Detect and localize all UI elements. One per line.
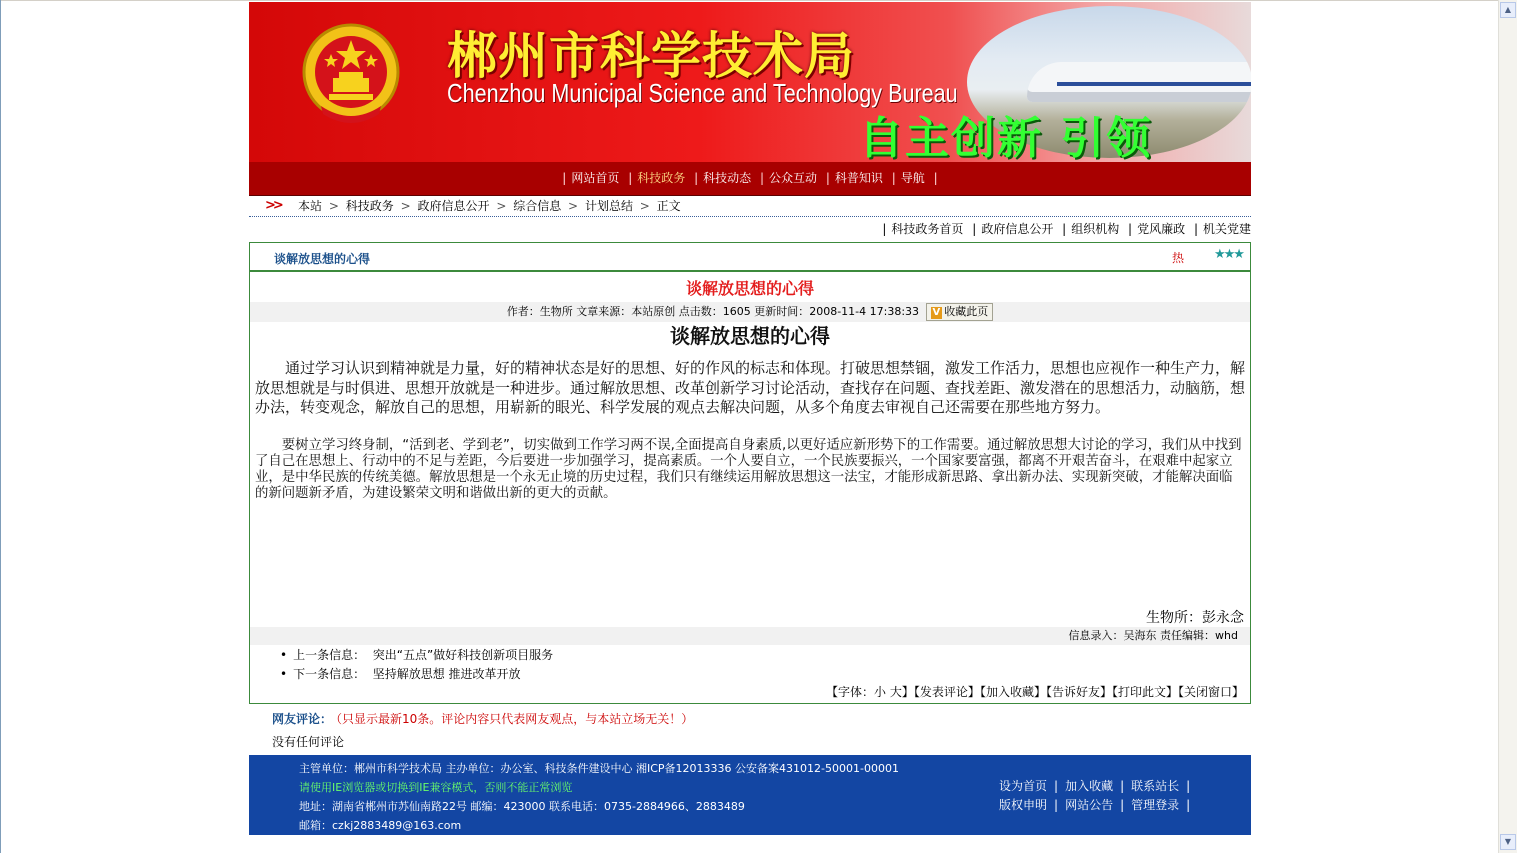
footer-links: 设为首页 | 加入收藏 | 联系站长 | 版权申明 | 网站公告 | 管理登录 | (999, 779, 1191, 812)
font-small-link[interactable]: 小 (874, 685, 887, 699)
breadcrumb-item-plan-summary[interactable]: 计划总结 (584, 199, 633, 213)
print-link[interactable]: 【打印此文】 (1111, 685, 1178, 699)
breadcrumb-item-site[interactable]: 本站 (298, 199, 323, 213)
comments-empty: 没有任何评论 (272, 735, 345, 749)
favorite-v-icon: V (932, 307, 941, 318)
header-banner (249, 2, 1251, 162)
article-meta-text: 作者：生物所 文章来源：本站原创 点击数：1605 更新时间：2008-11-4 17:38:33 (506, 305, 920, 318)
nav-item-navigation[interactable]: 导航 (900, 171, 925, 185)
article-paragraph: 要树立学习终身制，“活到老、学到老”，切实做到工作学习两不误,全面提高自身素质,以更好适应新形势下的工作需要。通过解放思想大讨论的学习，我们从中找到了自己在思想上、行动中的不足与差距，今后要进一步加强学习，提高素质。一个人要自立，一个民族要振兴，一个国家要富强，都离不开艰苦奋斗，在艰难中起家立业，是中华民族的传统美德。解放思想是一个永无止境的历史过程，我们只有继续运用解放思想这一法宝，才能形成新思路、拿出新办法、实现新突破，才能解决面临的新问题新矛盾，为建设繁荣文明和谐做出新的更大的贡献。 (255, 437, 1242, 502)
nav-item-sci-affairs[interactable]: 科技政务 (637, 171, 686, 185)
subnav-organization[interactable]: 组织机构 (1071, 222, 1120, 236)
banner-title-en: Chenzhou Municipal Science and Technology Bureau (447, 78, 958, 108)
breadcrumb: >> 本站 > 科技政务 > 政府信息公开 > 综合信息 > 计划总结 > 正文 (249, 195, 1251, 217)
nav-item-sci-news[interactable]: 科技动态 (703, 171, 752, 185)
article-tools: 【字体：小 大】【发表评论】【加入收藏】【告诉好友】【打印此文】【关闭窗口】 (826, 685, 1244, 699)
prev-next-links (280, 646, 553, 684)
footer-line-email: 邮箱：czkj2883489@163.com (299, 819, 462, 832)
post-comment-link[interactable]: 【发表评论】 (913, 685, 980, 699)
scroll-down-icon[interactable]: ▼ (1500, 834, 1516, 850)
footer-admin-login-link[interactable]: 管理登录 (1131, 798, 1180, 812)
subnav-party-building[interactable]: 机关党建 (1202, 222, 1251, 236)
entry-info-bar (250, 627, 1250, 645)
comments-header (272, 710, 693, 727)
add-favorite-link[interactable]: 【加入收藏】 (979, 685, 1046, 699)
national-emblem-icon (301, 14, 401, 134)
banner-slogan: 自主创新 引领 (859, 113, 1153, 162)
subnav-party-integrity[interactable]: 党风廉政 (1137, 222, 1186, 236)
window-top-border (0, 0, 1517, 1)
entry-info-text: 信息录入：吴海东 责任编辑：whd (1068, 629, 1238, 642)
double-chevron-right-icon: >> (265, 198, 281, 213)
next-article-row: • 下一条信息： 坚持解放思想 推进改革开放 (280, 665, 553, 684)
hot-badge: 热 (1172, 251, 1185, 265)
breadcrumb-item-sci-affairs[interactable]: 科技政务 (345, 199, 394, 213)
vertical-scrollbar[interactable] (1498, 0, 1517, 853)
sub-nav: | 科技政务首页 | 政府信息公开 | 组织机构 | 党风廉政 | 机关党建 (882, 222, 1251, 236)
close-window-link[interactable]: 【关闭窗口】 (1177, 685, 1244, 699)
footer (249, 755, 1251, 835)
nav-item-home[interactable]: 网站首页 (571, 171, 620, 185)
banner-title-cn: 郴州市科学技术局 (447, 27, 855, 85)
comments-label: 网友评论： (272, 712, 333, 726)
prev-article-link[interactable]: 突出“五点”做好科技创新项目服务 (372, 648, 554, 662)
article-body (255, 359, 1245, 503)
window-left-border (0, 0, 1, 853)
article-title-red: 谈解放思想的心得 (685, 279, 814, 298)
prev-article-row: • 上一条信息： 突出“五点”做好科技创新项目服务 (280, 646, 553, 665)
train-stripe-shape (1057, 82, 1251, 86)
footer-line-sponsor: 主管单位：郴州市科学技术局 主办单位：办公室、科技条件建设中心 湘ICP备12013336 公安备案431012-50001-00001 (299, 762, 899, 775)
breadcrumb-item-main-text: 正文 (656, 199, 681, 213)
font-large-link[interactable]: 大 (889, 685, 902, 699)
article-title: 谈解放思想的心得 (670, 324, 830, 348)
article-meta (250, 302, 1250, 322)
footer-line-browser-tip: 请使用IE浏览器或切换到IE兼容模式，否则不能正常浏览 (299, 781, 573, 794)
footer-set-homepage-link[interactable]: 设为首页 (999, 779, 1048, 793)
footer-copyright-link[interactable]: 版权申明 (999, 798, 1048, 812)
rating-stars-icon: ★★★ (1214, 247, 1243, 262)
article-signature: 生物所：彭永念 (1146, 610, 1244, 626)
footer-add-favorite-link[interactable]: 加入收藏 (1065, 779, 1114, 793)
main-nav: | 网站首页 | 科技政务 | 科技动态 | 公众互动 | 科普知识 | 导航 | (249, 162, 1251, 196)
subnav-sci-affairs-home[interactable]: 科技政务首页 (891, 222, 964, 236)
article-box (249, 242, 1251, 704)
next-article-link[interactable]: 坚持解放思想 推进改革开放 (372, 667, 521, 681)
breadcrumb-item-gov-info[interactable]: 政府信息公开 (417, 199, 490, 213)
dotted-divider (249, 216, 1251, 217)
article-header (250, 243, 1250, 272)
scroll-up-icon[interactable]: ▲ (1500, 2, 1516, 18)
article-paragraph: 通过学习认识到精神就是力量，好的精神状态是好的思想、好的作风的标志和体现。打破思想禁锢，激发工作活力，思想也应视作一种生产力，解放思想就是与时俱进、思想开放就是一种进步。通过解放思想、改革创新学习讨论活动，查找存在问题、查找差距、激发潜在的思想活力，动脑筋，想办法，转变观念，解放自己的思想，用崭新的眼光、科学发展的观点去解决问题，从多个角度去审视自己还需要在那些地方努力。 (255, 359, 1246, 416)
footer-info (299, 759, 899, 835)
tell-friend-link[interactable]: 【告诉好友】 (1045, 685, 1112, 699)
footer-contact-admin-link[interactable]: 联系站长 (1131, 779, 1180, 793)
subnav-gov-info[interactable]: 政府信息公开 (981, 222, 1054, 236)
favorite-page-button[interactable]: V 收藏此页 (926, 303, 994, 321)
breadcrumb-item-general-info[interactable]: 综合信息 (513, 199, 562, 213)
comments-note: （只显示最新10条。评论内容只代表网友观点，与本站立场无关！） (336, 712, 694, 726)
article-header-title: 谈解放思想的心得 (274, 252, 371, 266)
footer-line-address: 地址：湖南省郴州市苏仙南路22号 邮编：423000 联系电话：0735-2884966、2883489 (299, 800, 745, 813)
nav-item-public-interaction[interactable]: 公众互动 (769, 171, 818, 185)
footer-announcement-link[interactable]: 网站公告 (1065, 798, 1114, 812)
nav-item-popular-science[interactable]: 科普知识 (834, 171, 883, 185)
